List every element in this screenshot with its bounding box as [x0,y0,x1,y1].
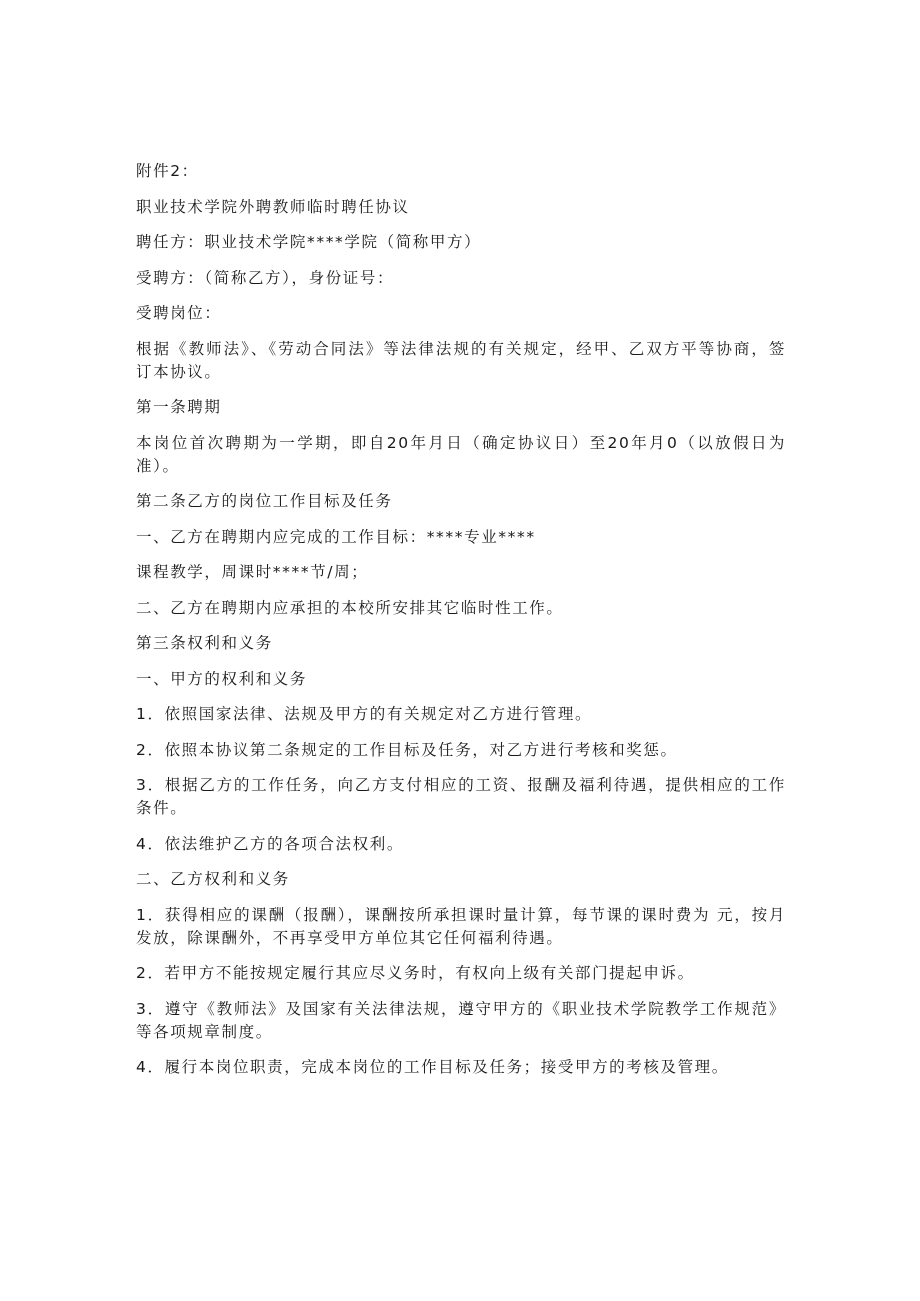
article-3-section-1: 一、甲方的权利和义务 [136,669,308,688]
party-a-item-4: 4．依法维护乙方的各项合法权利。 [136,834,404,853]
position-line: 受聘岗位： [136,304,222,322]
document-title: 职业技术学院外聘教师临时聘任协议 [136,197,410,216]
document-page [136,160,786,1092]
article-3-section-2: 二、乙方权利和义务 [136,870,290,888]
employee-line: 受聘方：（简称乙方），身份证号： [136,268,395,287]
party-b-item-2: 2．若甲方不能按规定履行其应尽义务时，有权向上级有关部门提起申诉。 [136,964,695,982]
employer-line: 聘任方：职业技术学院****学院（简称甲方） [136,233,482,251]
party-a-item-1: 1．依照国家法律、法规及甲方的有关规定对乙方进行管理。 [136,705,593,723]
article-2-item-1-cont: 课程教学，周课时****节/周； [136,563,369,581]
party-b-item-4: 4．履行本岗位职责，完成本岗位的工作目标及任务；接受甲方的考核及管理。 [136,1058,729,1076]
article-2-item-1: 一、乙方在聘期内应完成的工作目标：****专业**** [136,527,536,546]
party-b-item-3: 3．遵守《教师法》及国家有关法律法规，遵守甲方的《职业技术学院教学工作规范》等各项规章制度。 [136,999,786,1041]
party-a-item-2: 2．依照本协议第二条规定的工作目标及任务，对乙方进行考核和奖惩。 [136,740,678,759]
article-1-heading: 第一条聘期 [136,398,222,416]
article-1-body: 本岗位首次聘期为一学期，即自20年月日（确定协议日）至20年月0（以放假日为准）。 [136,433,786,475]
attachment-label: 附件2： [136,162,199,180]
article-3-heading: 第三条权利和义务 [136,634,273,652]
party-b-item-1: 1．获得相应的课酬（报酬），课酬按所承担课时量计算，每节课的课时费为 元，按月发放，除课酬外，不再享受甲方单位其它任何福利待遇。 [136,905,786,947]
preamble-paragraph: 根据《教师法》、《劳动合同法》等法律法规的有关规定，经甲、乙双方平等协商，签订本协议。 [136,339,786,381]
party-a-item-3: 3．根据乙方的工作任务，向乙方支付相应的工资、报酬及福利待遇，提供相应的工作条件。 [136,776,786,817]
article-2-heading: 第二条乙方的岗位工作目标及任务 [136,492,393,510]
article-2-item-2: 二、乙方在聘期内应承担的本校所安排其它临时性工作。 [136,598,564,617]
